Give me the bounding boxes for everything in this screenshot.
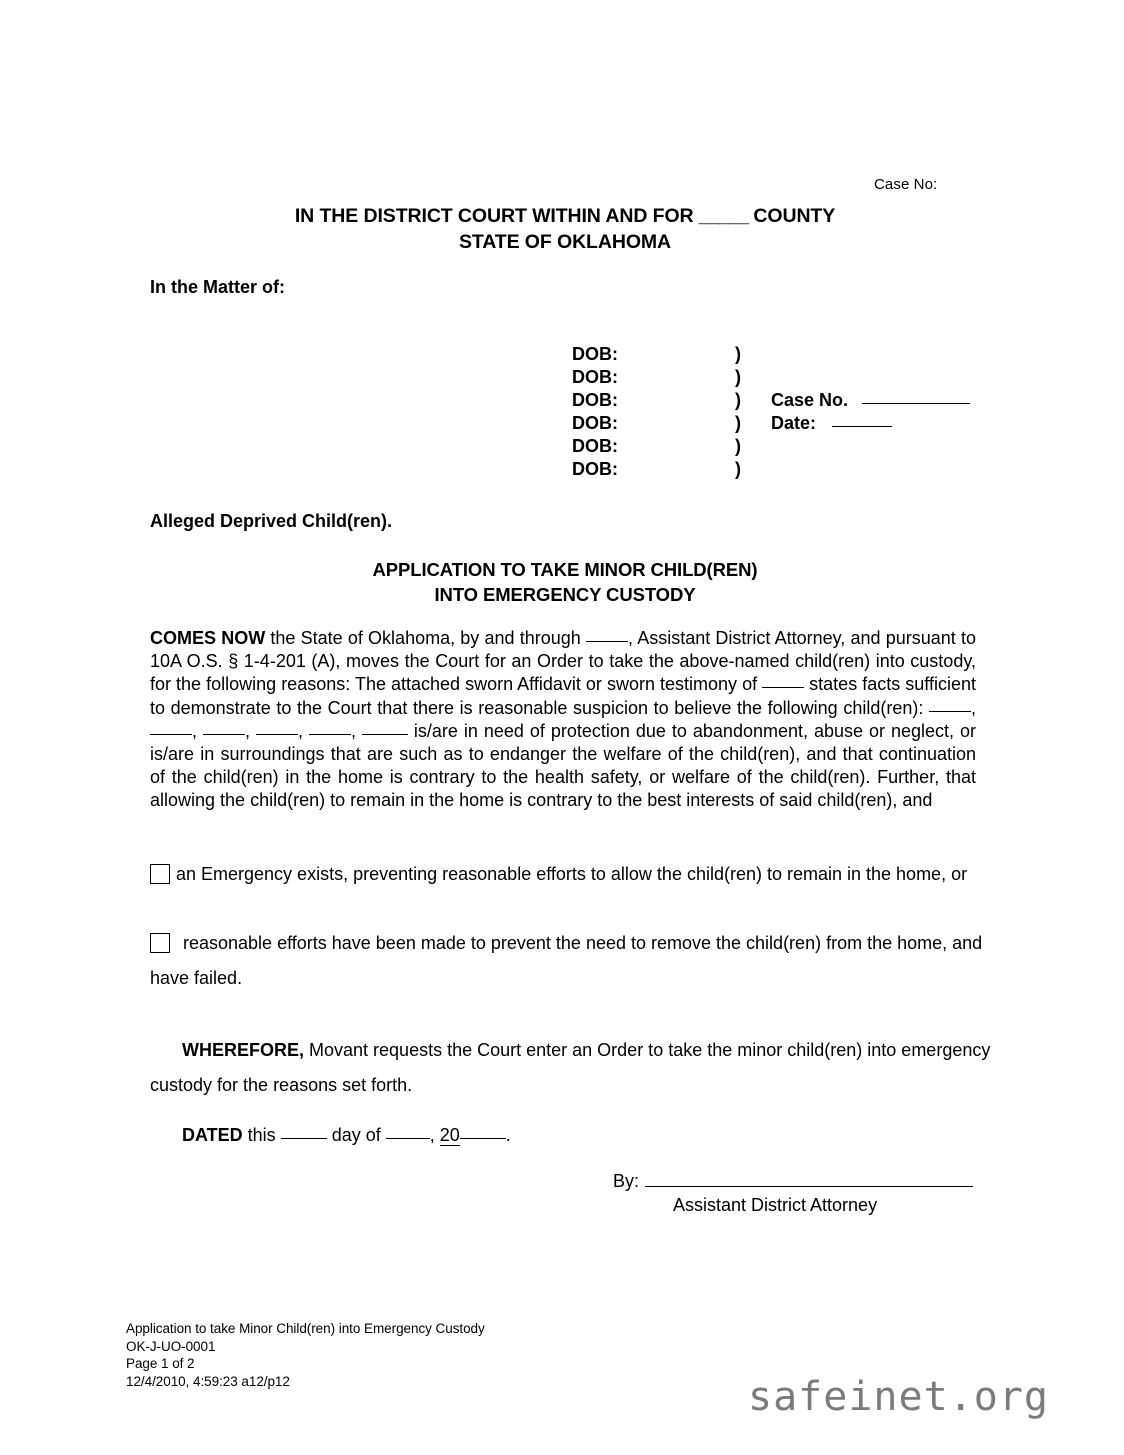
dated-year-prefix: 20 [439, 1125, 460, 1145]
child-name-blank-2[interactable] [150, 734, 192, 735]
caption-row [572, 413, 970, 436]
caption-row [572, 390, 970, 413]
child-name-blank-1[interactable] [929, 711, 971, 712]
dob-label: DOB: [572, 436, 618, 456]
body-sep-4: , [297, 720, 309, 741]
dated-year-blank[interactable] [460, 1138, 506, 1139]
dated-day-blank[interactable] [281, 1138, 327, 1139]
footer-line-timestamp: 12/4/2010, 4:59:23 a12/p12 [126, 1373, 290, 1389]
comes-now-lead: COMES NOW [150, 628, 266, 648]
watermark-safeinet: safeinet.org [748, 1374, 1049, 1420]
dob-label: DOB: [572, 390, 618, 410]
dob-label: DOB: [572, 367, 618, 387]
caption-row [572, 436, 970, 459]
date-field [771, 413, 892, 434]
signature-rule[interactable] [645, 1171, 973, 1187]
signature-block [613, 1171, 973, 1216]
child-name-blank-3[interactable] [203, 734, 245, 735]
body-sep-2: , [192, 720, 203, 741]
attorney-name-blank[interactable] [586, 641, 628, 642]
reasonable-efforts-text: reasonable efforts have been made to prevent the need to remove the child(ren) from the home, and have failed. [150, 933, 983, 988]
checkbox-emergency-exists[interactable] [150, 864, 170, 884]
dated-month-blank[interactable] [386, 1138, 430, 1139]
footer-line-page-number: Page 1 of 2 [126, 1356, 195, 1371]
body-text-1: the State of Oklahoma, by and through [265, 628, 586, 648]
signature-line-row [613, 1171, 973, 1192]
case-no-label: Case No. [771, 390, 849, 410]
document-title [150, 557, 980, 607]
court-heading [150, 203, 980, 255]
comes-now-paragraph [150, 627, 976, 813]
caption-row [572, 459, 970, 482]
signature-caption: Assistant District Attorney [673, 1195, 878, 1215]
dated-lead: DATED [182, 1125, 243, 1145]
date-label: Date: [771, 413, 817, 433]
dated-this: this [242, 1125, 281, 1145]
in-the-matter-of-label: In the Matter of: [150, 277, 285, 297]
reasonable-efforts-option[interactable] [150, 926, 998, 996]
caption-row [572, 344, 970, 367]
dob-label: DOB: [572, 344, 618, 364]
case-no-field [771, 390, 970, 411]
body-sep-5: , [350, 720, 362, 741]
body-sep-3: , [244, 720, 256, 741]
caption-paren: ) [735, 413, 741, 433]
caption-paren: ) [735, 436, 741, 456]
body-sep-1: , [970, 697, 976, 718]
dob-label: DOB: [572, 459, 618, 479]
wherefore-paragraph [150, 1033, 998, 1103]
dated-period: . [505, 1125, 511, 1145]
case-no-header-label: Case No: [874, 176, 938, 193]
court-heading-line1-part-b: COUNTY [753, 205, 836, 227]
wherefore-lead: WHEREFORE, [182, 1040, 305, 1060]
court-heading-line1-part-a: IN THE DISTRICT COURT WITHIN AND FOR [294, 205, 694, 227]
case-no-blank-rule[interactable] [862, 403, 970, 404]
caption-paren: ) [735, 344, 741, 364]
caption-paren: ) [735, 390, 741, 410]
dated-comma: , [429, 1125, 440, 1145]
document-title-line2: INTO EMERGENCY CUSTODY [434, 584, 696, 605]
child-name-blank-4[interactable] [256, 734, 298, 735]
footer-block [126, 1320, 485, 1390]
emergency-exists-text: an Emergency exists, preventing reasonable efforts to allow the child(ren) to remain in the home, or [176, 864, 968, 884]
child-name-blank-5[interactable] [309, 734, 351, 735]
body-text-3: states facts sufficient to demonstrate to the Court that there is reasonable suspicion to believe the following child(ren): [150, 674, 976, 718]
court-heading-line2: STATE OF OKLAHOMA [458, 231, 672, 253]
footer-line-title: Application to take Minor Child(ren) into Emergency Custody [126, 1321, 485, 1336]
alleged-deprived-children-label: Alleged Deprived Child(ren). [150, 511, 393, 531]
by-label: By: [613, 1171, 640, 1191]
dated-day-of: day of [326, 1125, 386, 1145]
emergency-exists-option[interactable] [150, 857, 998, 892]
date-blank-rule[interactable] [832, 426, 892, 427]
caption-paren: ) [735, 459, 741, 479]
wherefore-text: Movant requests the Court enter an Order to take the minor child(ren) into emergency custody for the reasons set forth. [150, 1040, 991, 1095]
checkbox-reasonable-efforts[interactable] [150, 933, 170, 953]
dob-label: DOB: [572, 413, 618, 433]
document-title-line1: APPLICATION TO TAKE MINOR CHILD(REN) [372, 559, 758, 580]
child-name-blank-6[interactable] [362, 734, 408, 735]
body-text-2: , Assistant District Attorney, and pursuant to 10A O.S. § 1-4-201 (A), moves the Court for an Order to take the above-named child(ren) into custody, for the following reasons: The attached sworn Affidavit or sworn testimony of [150, 628, 976, 695]
county-blank: _____ [698, 205, 749, 227]
caption-paren: ) [735, 367, 741, 387]
caption-row [572, 367, 970, 390]
body-text-5: is/are in need of protection due to abandonment, abuse or neglect, or is/are in surroundings that are such as to endanger the welfare of the child(ren), and that continuation of the child(ren) in the home is contrary to the health safety, or welfare of the child(ren). Further, that allowing the child(ren) to remain in the home is contrary to the best interests of said child(ren), and [150, 720, 976, 811]
footer-line-form-code: OK-J-UO-0001 [126, 1338, 216, 1354]
dated-line [150, 1125, 511, 1146]
caption-block [572, 344, 970, 482]
testimony-of-blank[interactable] [762, 687, 804, 688]
